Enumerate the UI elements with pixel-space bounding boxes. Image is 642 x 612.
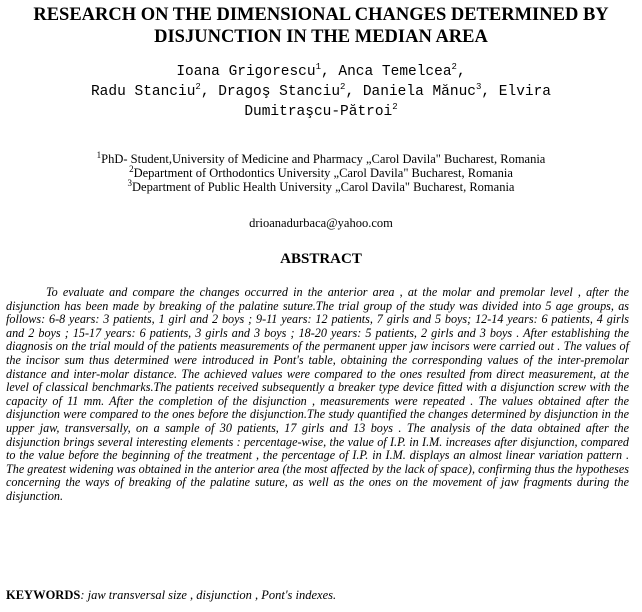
author-name: Dragoş Stanciu [218, 84, 341, 100]
author-name: Anca Temelcea [338, 64, 452, 80]
abstract-heading: ABSTRACT [280, 251, 362, 267]
author-affiliation-mark: 2 [451, 62, 457, 73]
paper-title [0, 4, 642, 48]
contact-email[interactable]: drioanadurbaca@yahoo.com [249, 216, 393, 230]
author-name: Daniela Mănuc [362, 84, 476, 100]
author-line-3 [0, 102, 642, 122]
author-affiliation-mark: 3 [475, 82, 482, 93]
keywords-line [6, 588, 629, 602]
author-affiliation-mark: 2 [195, 82, 201, 93]
affiliation-mark: 3 [127, 177, 133, 188]
title-line-1: RESEARCH ON THE DIMENSIONAL CHANGES DETERMINED BY [33, 5, 609, 25]
author-name: Dumitraşcu-Pătroi [244, 104, 393, 120]
author-affiliation-mark: 2 [340, 82, 346, 93]
title-line-2: DISJUNCTION IN THE MEDIAN AREA [154, 27, 488, 47]
author-line-2: Radu Stanciu$^2$, Dragoş Stanciu$^2$, Daniela Mănuc$^3$, Elvira [90, 82, 552, 100]
affiliation-mark: 1 [96, 149, 102, 160]
author-name: Elvira [498, 84, 552, 100]
author-name: Ioana Grigorescu [176, 64, 316, 80]
author-affiliation-mark: 2 [392, 102, 398, 113]
keywords-text: : jaw transversal size , disjunction , Pont's indexes. [80, 588, 337, 602]
keywords-label: KEYWORDS [6, 588, 81, 602]
affiliation-item: $^2$Department of Orthodontics University „Carol Davila" Bucharest, Romania [129, 163, 513, 180]
author-name: Radu Stanciu [90, 84, 196, 100]
affiliation-item: $^1$PhD- Student,University of Medicine and Pharmacy „Carol Davila" Bucharest, Romania [96, 149, 546, 166]
author-list [0, 62, 642, 122]
author-affiliation-mark: 1 [315, 62, 321, 73]
author-line-1: Ioana Grigorescu$^1$, Anca Temelcea$^2$, [176, 62, 466, 80]
affiliation-item: $^3$Department of Public Health University „Carol Davila" Bucharest, Romania [127, 177, 515, 194]
abstract-body [6, 286, 629, 504]
affiliation-mark: 2 [129, 163, 134, 174]
abstract-paragraph: To evaluate and compare the changes occurred in the anterior area , at the molar and premolar level , after the disjunction has been made by breaking of the palatine suture.The trial group of the study was divided into 5 age groups, as follows: 6-8 years: 3 patients, 1 girl and 2 boys ; 9-11 years: 12 patients, 7 girls and 5 boys; 12-14 years: 6 patients, 4 girls and 2 boys ; 15-17 years: 6 patients, 3 girls and 3 boys ; 18-20 years: 5 patients, 2 girls and 3 boys . After establishing the diagnosis on the trial mould of the patients measurements of the permanent upper jaw incisors were carried out . The values of the incisor sum thus determined were introduced in Pont's table, obtaining the corresponding values of the inter-premolar distance and inter-molar distance. The achieved values were compared to the ones resulted from direct measurement, at the level of classical benchmarks.The patients received subsequently a breaker type device fitted with a disjunction screw with the capacity of 11 mm. After the completion of the disjunction , measurements were repeated . The values obtained after the disjunction were compared to the ones before the disjunction.The study quantified the changes determined by disjunction in the upper jaw, transversally, on a sample of 30 patients, 17 girls and 13 boys . The analysis of the data obtained after the disjunction brings several interesting elements : percentage-wise, the value of I.P. in I.M. increases after disjunction, compared to the value before the beginning of the treatment , the percentage of I.P. in I.M. displays an almost linear variation pattern . The greatest widening was obtained in the anterior area (the most affected by the lack of space), confirming thus the hypotheses concerning the ways of breaking of the palatine suture, as well as the ones on the movement of jaw fragments during the disjunction. [6, 285, 629, 503]
affiliation-list [0, 149, 642, 194]
